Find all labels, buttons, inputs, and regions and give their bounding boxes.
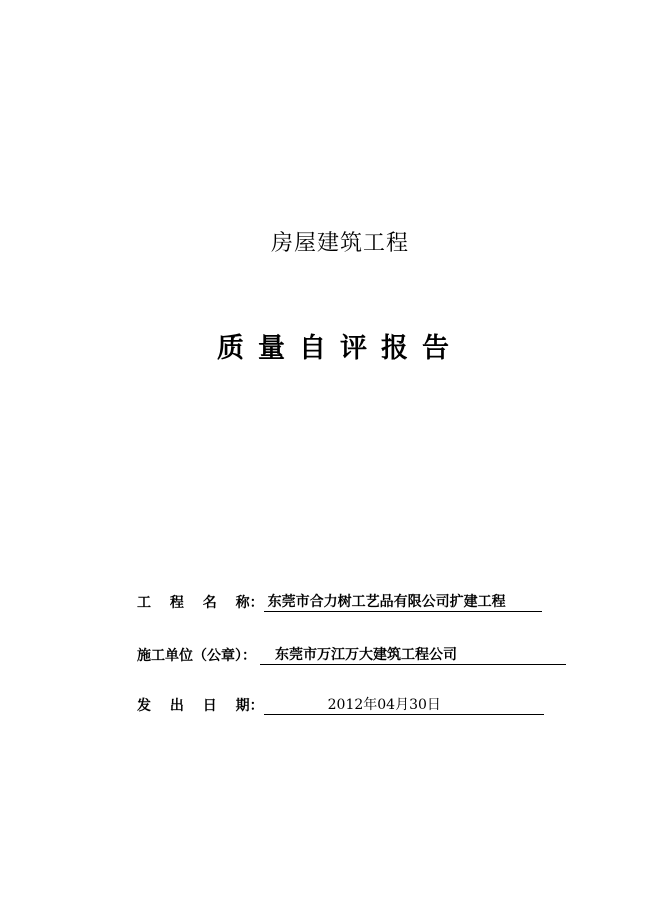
field-project-name-colon: ：: [249, 595, 264, 611]
field-project-name: [137, 592, 542, 612]
field-project-name-value: 东莞市合力树工艺品有限公司扩建工程: [264, 593, 542, 612]
field-construction-unit: [137, 645, 566, 665]
report-subtitle: 房屋建筑工程: [270, 231, 409, 256]
field-project-name-label: 工 程 名 称: [137, 595, 250, 611]
field-construction-unit-value: 东莞市万江万大建筑工程公司: [260, 646, 566, 665]
field-construction-unit-label: 施工单位（公章）：: [137, 648, 256, 664]
field-issue-date-colon: ：: [249, 698, 264, 714]
field-issue-date-label: 发 出 日 期: [137, 698, 250, 714]
field-issue-date: [137, 695, 544, 715]
report-title: 质量自评报告: [217, 333, 463, 364]
field-issue-date-value: 2012年04月30日: [264, 696, 544, 715]
